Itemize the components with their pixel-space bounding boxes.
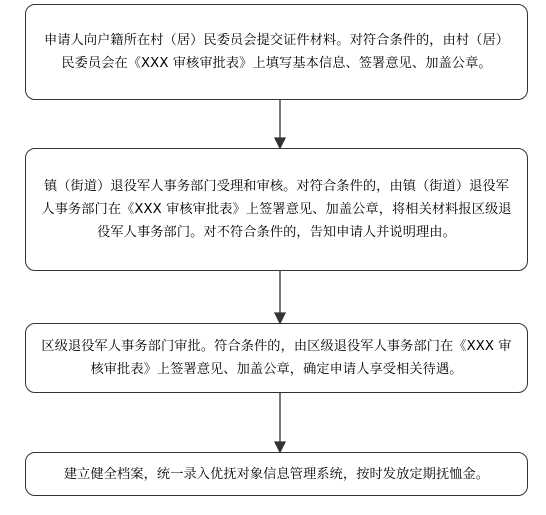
flow-step-1-text: 申请人向户籍所在村（居）民委员会提交证件材料。对符合条件的，由村（居）民委员会在《XXX 审核审批表》上填写基本信息、签署意见、加盖公章。 — [43, 33, 510, 71]
flow-step-2-text: 镇（街道）退役军人事务部门受理和审核。对符合条件的，由镇（街道）退役军人事务部门在《XXX 审核审批表》上签署意见、加盖公章，将相关材料报区级退役军人事务部门。对不符合条件的，告知申请人并说明理由。 — [41, 179, 512, 240]
flow-step-3 — [25, 323, 528, 393]
flow-step-3-text: 区级退役军人事务部门审批。符合条件的，由区级退役军人事务部门在《XXX 审核审批表》上签署意见、加盖公章，确定申请人享受相关待遇。 — [41, 339, 512, 377]
arrow-1 — [275, 100, 285, 148]
flow-step-2 — [25, 148, 528, 271]
flow-step-4 — [25, 452, 528, 496]
arrow-2 — [275, 271, 285, 323]
flow-step-4-text: 建立健全档案，统一录入优抚对象信息管理系统，按时发放定期抚恤金。 — [63, 466, 490, 482]
arrow-3 — [275, 393, 285, 452]
